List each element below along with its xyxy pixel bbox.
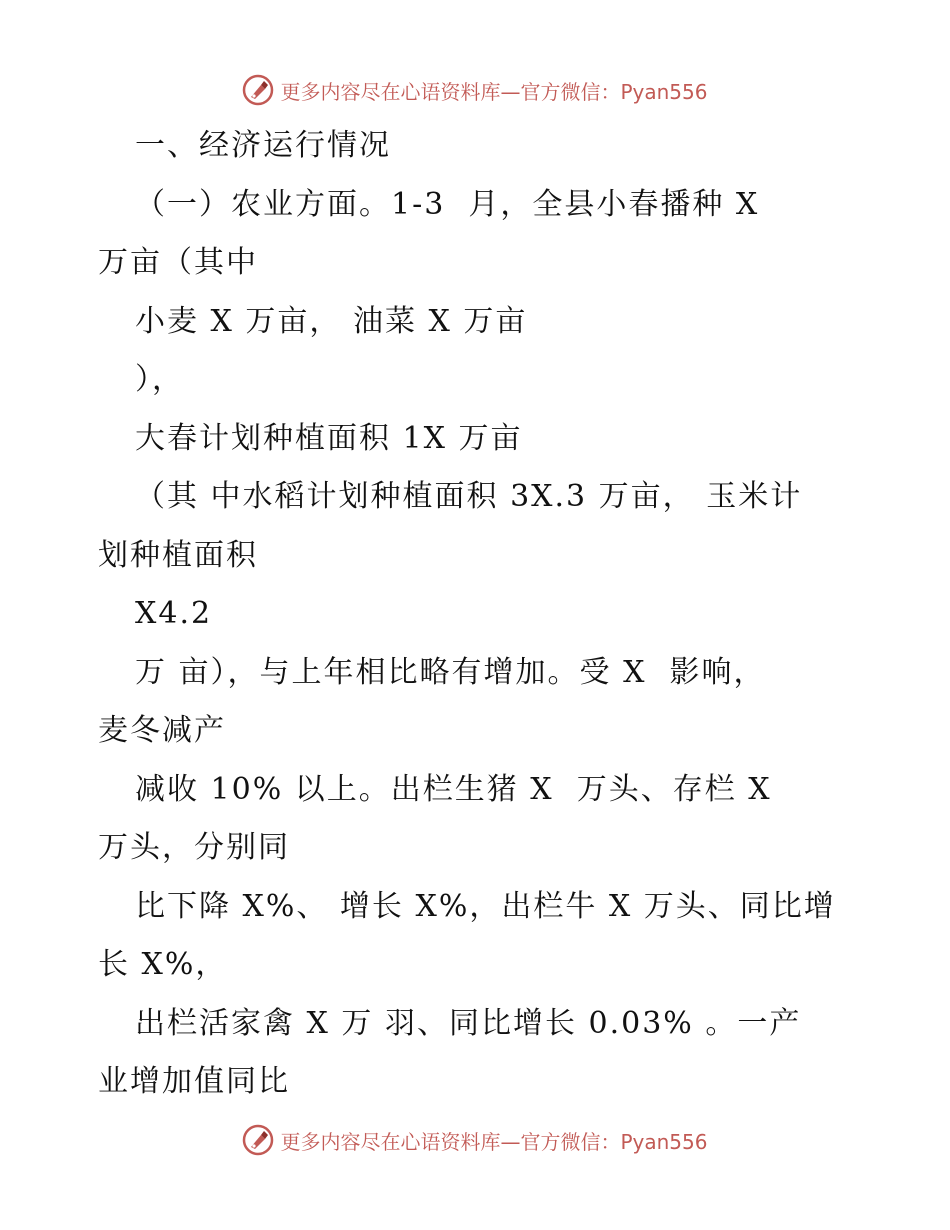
paragraph-line: 小麦 X 万亩， 油菜 X 万亩 <box>135 304 528 339</box>
paragraph-line: 万亩（其中 <box>98 245 258 280</box>
watermark-text: 更多内容尽在心语资料库—官方微信：Pyan556 <box>280 79 708 104</box>
paragraph-line: 麦冬减产 <box>98 713 226 748</box>
watermark-text: 更多内容尽在心语资料库—官方微信：Pyan556 <box>280 1129 708 1154</box>
paragraph-line: 比下降 X%、 增长 X%，出栏牛 X 万头、同比增 <box>135 889 836 924</box>
paragraph-line: 长 X%， <box>98 947 228 982</box>
paragraph-line: 业增加值同比 <box>98 1064 290 1099</box>
paragraph-line: （一）农业方面。1-3 月，全县小春播种 X <box>135 187 760 222</box>
paragraph-line: 出栏活家禽 X 万 羽、同比增长 0.03% 。一产 <box>135 1006 802 1041</box>
header-watermark <box>0 70 950 110</box>
paragraph-line: 大春计划种植面积 1X 万亩 <box>135 421 523 456</box>
section-heading: 一、经济运行情况 <box>135 128 391 163</box>
pen-logo-icon <box>242 74 274 106</box>
paragraph-line: 减收 10% 以上。出栏生猪 X 万头、存栏 X <box>135 772 772 807</box>
paragraph-line: ）， <box>135 362 184 397</box>
paragraph-line: 划种植面积 <box>98 538 258 573</box>
pen-logo-icon <box>242 1124 274 1156</box>
paragraph-line: 万头，分别同 <box>98 830 290 865</box>
paragraph-line: （其 中水稻计划种植面积 3X.3 万亩， 玉米计 <box>135 479 803 514</box>
paragraph-line: X4.2 <box>135 596 213 631</box>
footer-watermark <box>0 1120 950 1160</box>
paragraph-line: 万 亩），与上年相比略有增加。受 X 影响， <box>135 655 766 690</box>
